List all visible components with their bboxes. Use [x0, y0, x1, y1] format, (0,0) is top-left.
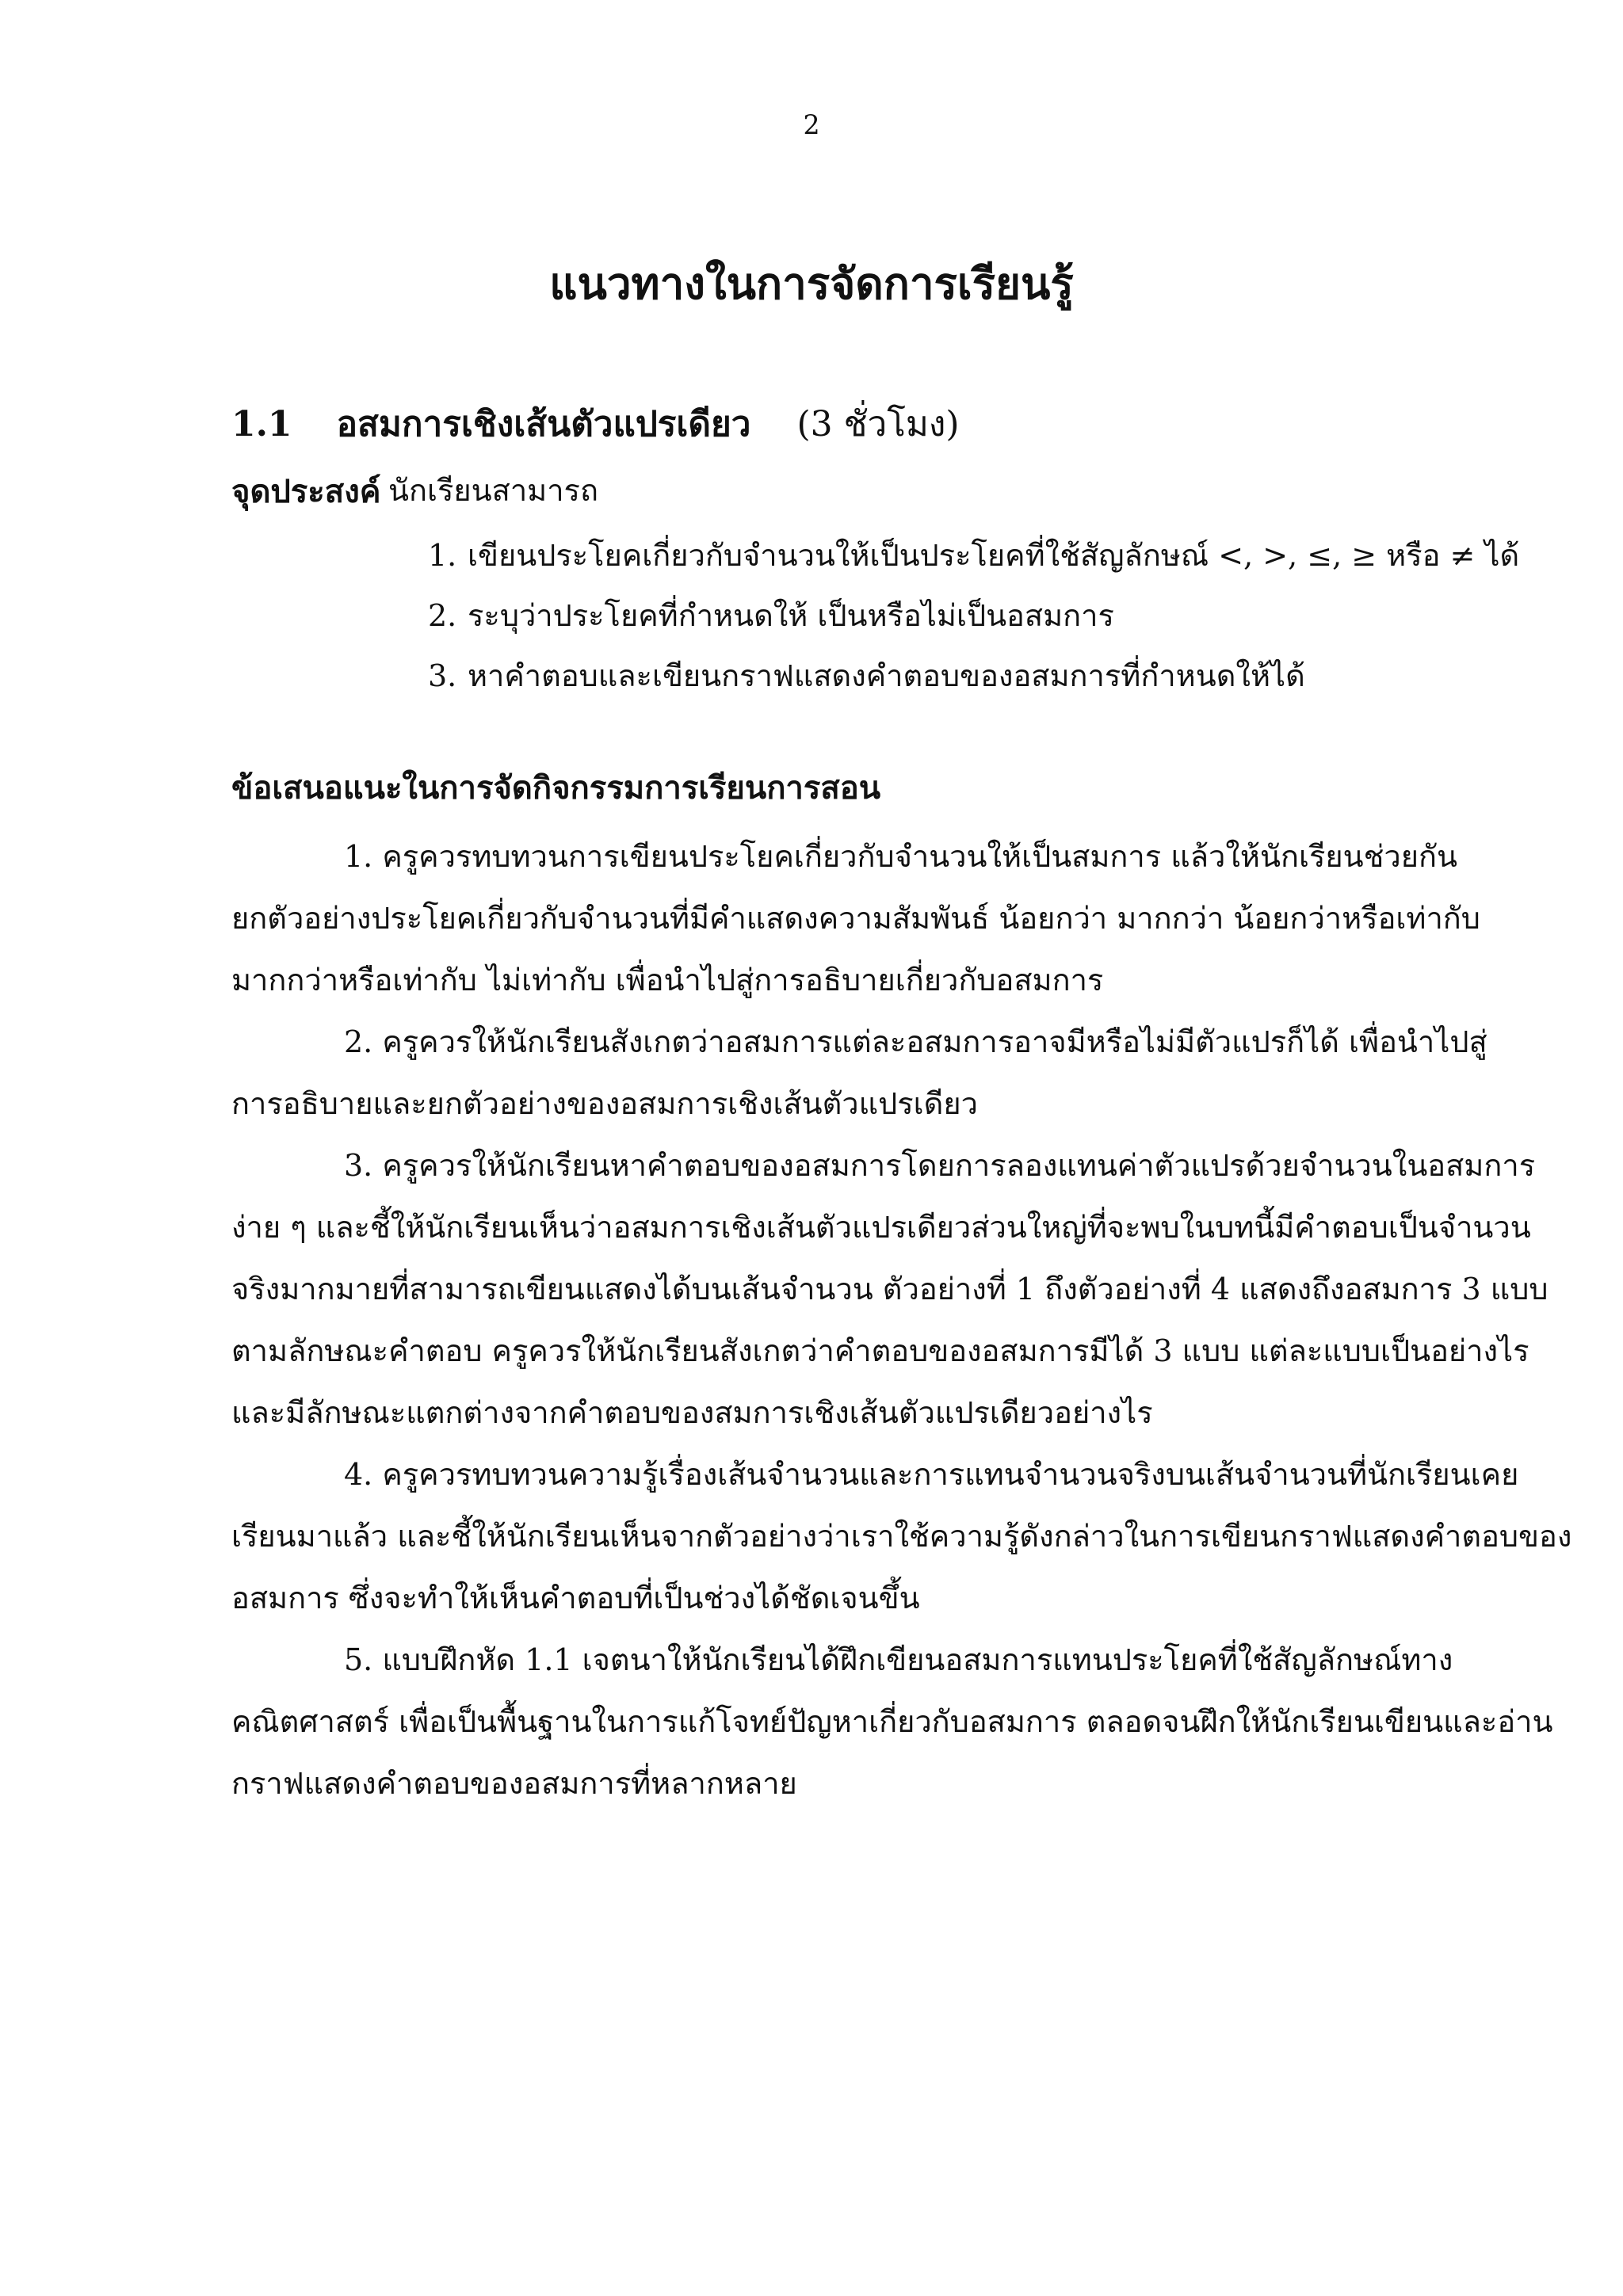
objective-text: เขียนประโยคเกี่ยวกับจำนวนให้เป็นประโยคที่ใช้สัญลักษณ์ <, >, ≤, ≥ หรือ ≠ ได้ — [468, 538, 1520, 573]
paragraph-line: เรียนมาแล้ว และชี้ให้นักเรียนเห็นจากตัวอย่างว่าเราใช้ความรู้ดังกล่าวในการเขียนกราฟแสดงคำตอบของ — [231, 1519, 1572, 1554]
objective-text: ระบุว่าประโยคที่กำหนดให้ เป็นหรือไม่เป็นอสมการ — [468, 598, 1114, 633]
paragraph-line: ยกตัวอย่างประโยคเกี่ยวกับจำนวนที่มีคำแสดงความสัมพันธ์ น้อยกว่า มากกว่า น้อยกว่าหรือเท่ากับ — [231, 901, 1480, 936]
section-number: 1.1 — [231, 404, 292, 444]
objectives-label: จุดประสงค์ — [231, 473, 381, 510]
paragraph-line: 5. แบบฝึกหัด 1.1 เจตนาให้นักเรียนได้ฝึกเขียนอสมการแทนประโยคที่ใช้สัญลักษณ์ทาง — [344, 1642, 1453, 1677]
paragraph-line: คณิตศาสตร์ เพื่อเป็นพื้นฐานในการแก้โจทย์ปัญหาเกี่ยวกับอสมการ ตลอดจนฝึกให้นักเรียนเขียนและอ่าน — [231, 1704, 1553, 1739]
paragraph-line: กราฟแสดงคำตอบของอสมการที่หลากหลาย — [231, 1766, 797, 1801]
paragraph-line: 1. ครูควรทบทวนการเขียนประโยคเกี่ยวกับจำนวนให้เป็นสมการ แล้วให้นักเรียนช่วยกัน — [344, 839, 1457, 874]
section-hours: (3 ชั่วโมง) — [796, 404, 960, 444]
page-number: 2 — [803, 109, 820, 140]
paragraph-line: จริงมากมายที่สามารถเขียนแสดงได้บนเส้นจำนวน ตัวอย่างที่ 1 ถึงตัวอย่างที่ 4 แสดงถึงอสมการ 3 แบบ — [231, 1272, 1549, 1306]
objective-number: 1. — [428, 538, 457, 573]
objective-number: 3. — [428, 658, 457, 693]
page-title: แนวทางในการจัดการเรียนรู้ — [549, 258, 1074, 309]
paragraph-line: 4. ครูควรทบทวนความรู้เรื่องเส้นจำนวนและการแทนจำนวนจริงบนเส้นจำนวนที่นักเรียนเคย — [344, 1457, 1519, 1492]
objective-text: หาคำตอบและเขียนกราฟแสดงคำตอบของอสมการที่กำหนดให้ได้ — [468, 658, 1305, 693]
paragraph-line: 3. ครูควรให้นักเรียนหาคำตอบของอสมการโดยการลองแทนค่าตัวแปรด้วยจำนวนในอสมการ — [344, 1148, 1536, 1183]
objectives-intro: นักเรียนสามารถ — [388, 473, 598, 508]
objective-item — [428, 591, 1114, 639]
objective-item — [428, 531, 1519, 579]
paragraph-line: ง่าย ๆ และชี้ให้นักเรียนเห็นว่าอสมการเชิงเส้นตัวแปรเดียวส่วนใหญ่ที่จะพบในบทนี้มีคำตอบเป็นจำนวน — [231, 1210, 1531, 1245]
section-name: อสมการเชิงเส้นตัวแปรเดียว — [336, 404, 751, 444]
paragraph-line: และมีลักษณะแตกต่างจากคำตอบของสมการเชิงเส้นตัวแปรเดียวอย่างไร — [231, 1395, 1153, 1430]
section-heading — [231, 396, 960, 452]
paragraph-line: ตามลักษณะคำตอบ ครูควรให้นักเรียนสังเกตว่าคำตอบของอสมการมีได้ 3 แบบ แต่ละแบบเป็นอย่างไร — [231, 1333, 1529, 1368]
suggestions-heading: ข้อเสนอแนะในการจัดกิจกรรมการเรียนการสอน — [231, 769, 881, 807]
objective-item — [428, 651, 1305, 700]
paragraph-line: มากกว่าหรือเท่ากับ ไม่เท่ากับ เพื่อนำไปสู่การอธิบายเกี่ยวกับอสมการ — [231, 963, 1104, 997]
paragraph-line: อสมการ ซึ่งจะทำให้เห็นคำตอบที่เป็นช่วงได้ชัดเจนขึ้น — [231, 1581, 920, 1615]
paragraph-line: การอธิบายและยกตัวอย่างของอสมการเชิงเส้นตัวแปรเดียว — [231, 1086, 978, 1121]
paragraph-line: 2. ครูควรให้นักเรียนสังเกตว่าอสมการแต่ละอสมการอาจมีหรือไม่มีตัวแปรก็ได้ เพื่อนำไปสู่ — [344, 1024, 1487, 1059]
objective-number: 2. — [428, 598, 457, 633]
